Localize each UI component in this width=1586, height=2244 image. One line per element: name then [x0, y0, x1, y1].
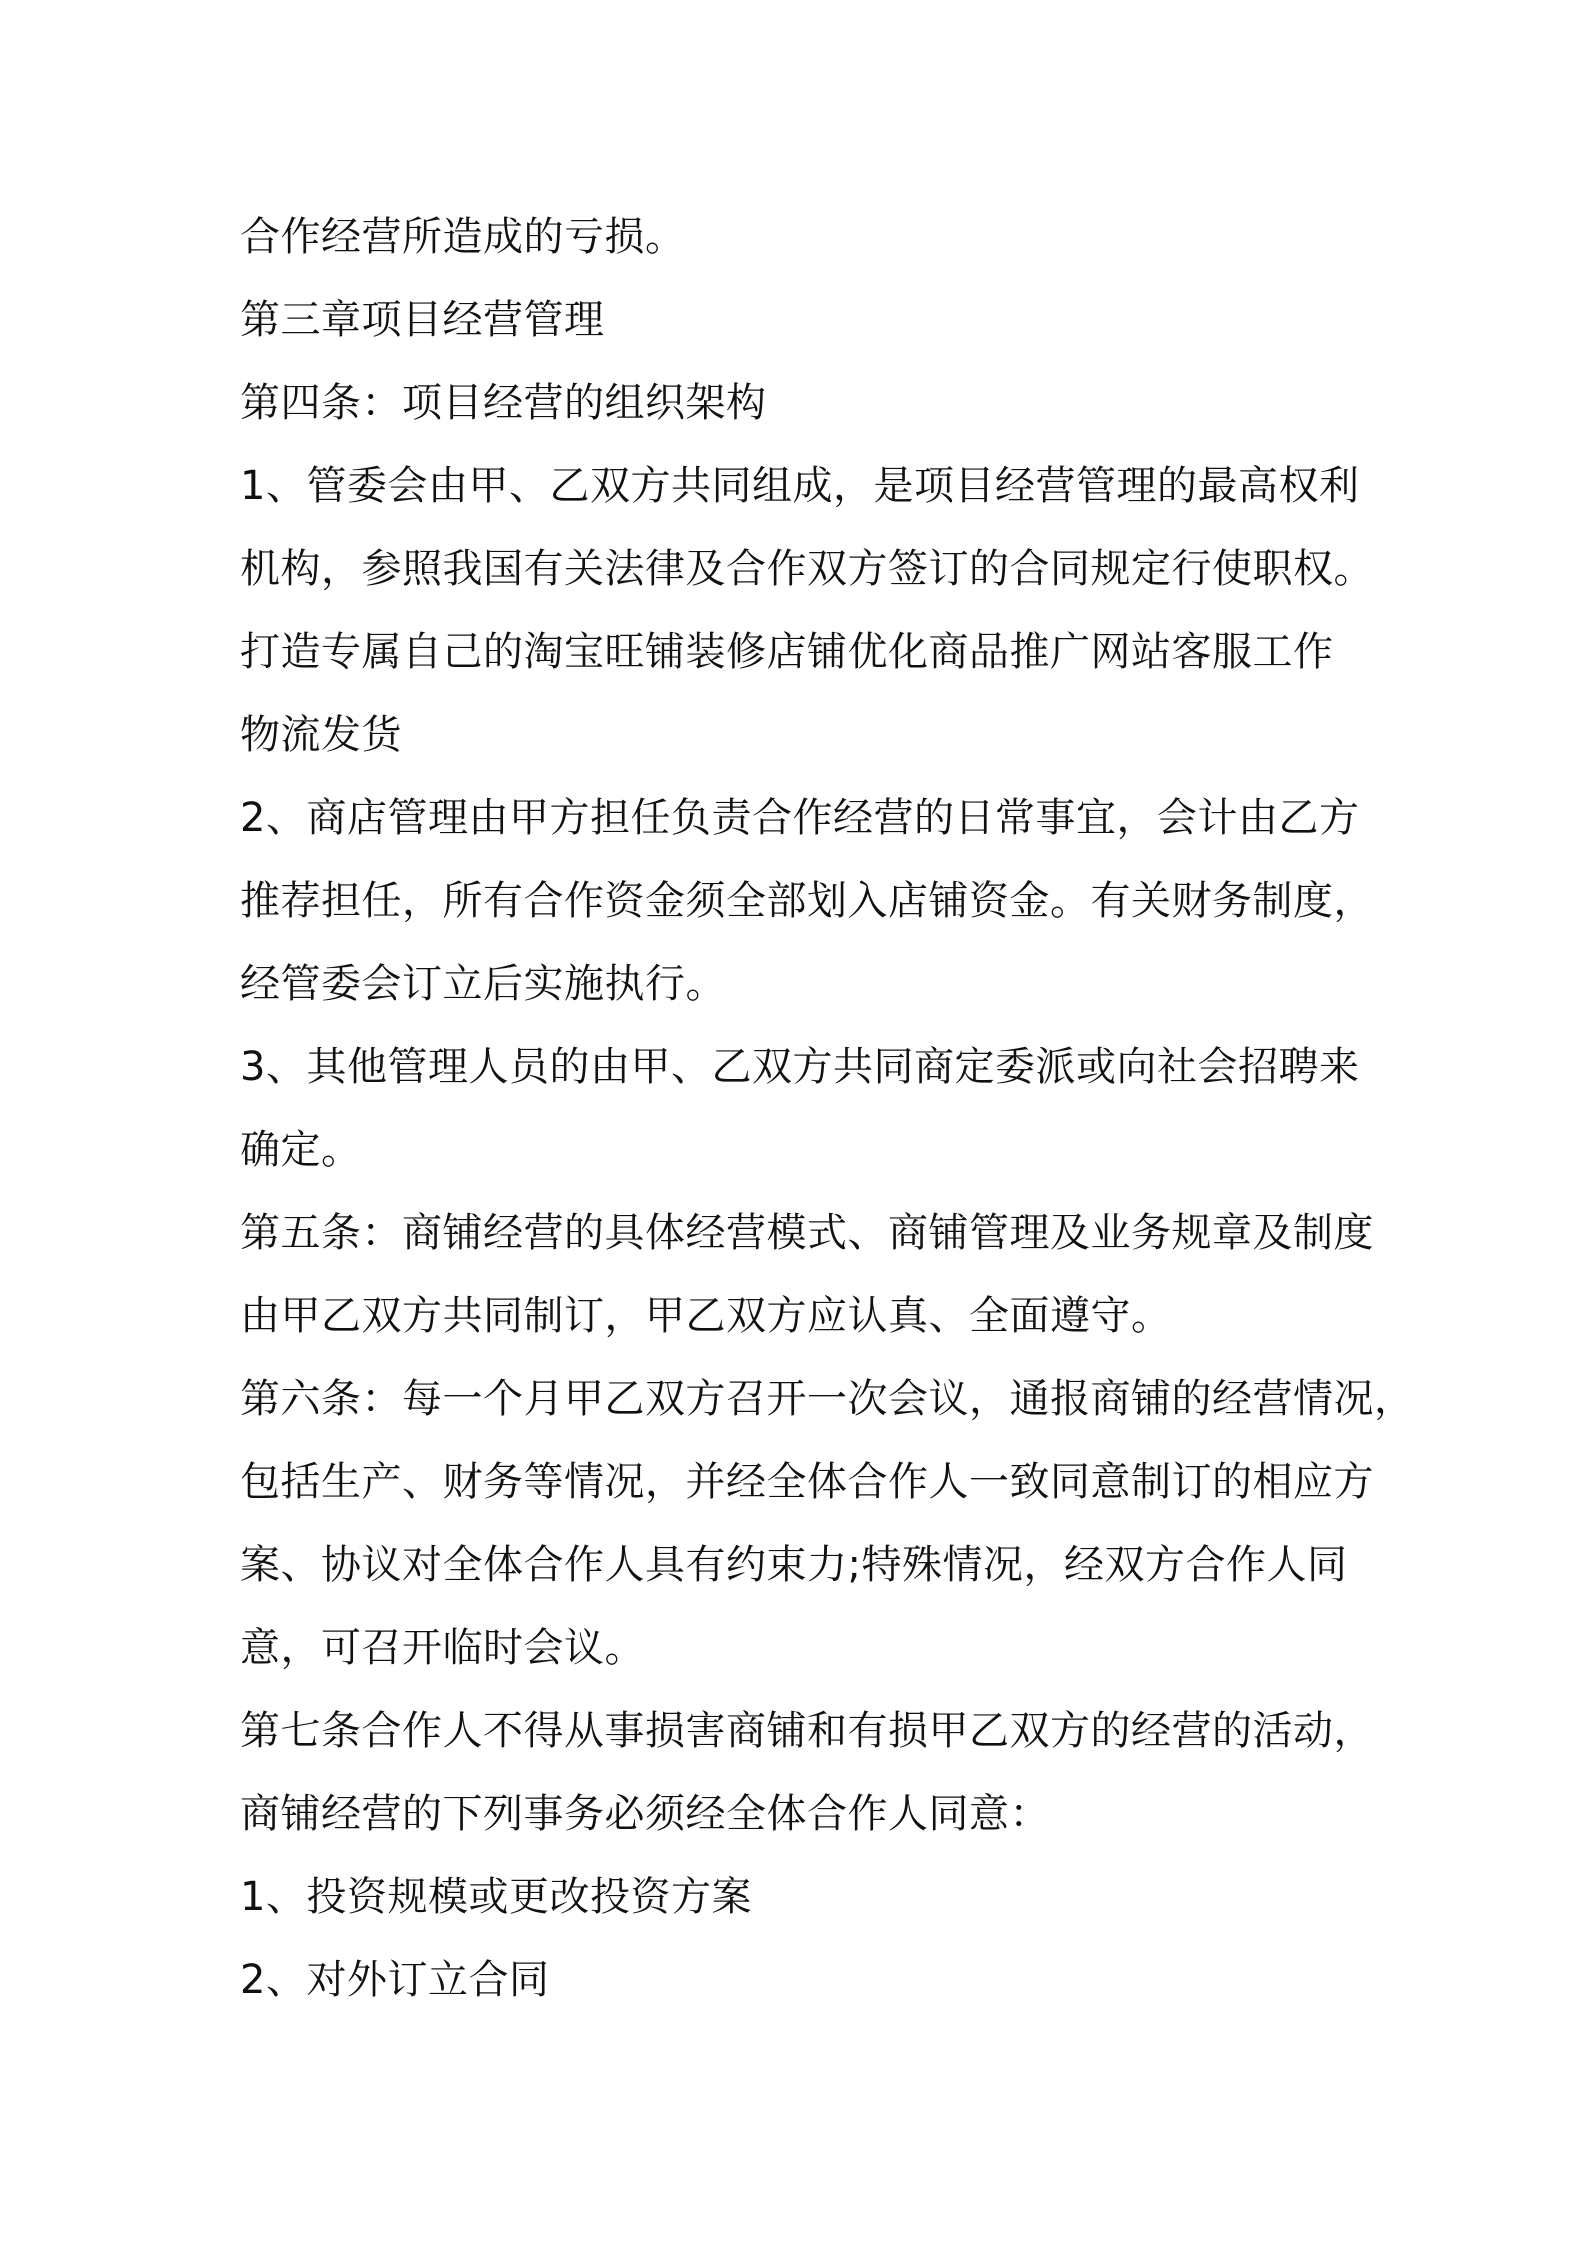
text-line: 推荐担任，所有合作资金须全部划入店铺资金。有关财务制度，: [240, 878, 1374, 924]
list-item: 2、对外订立合同: [240, 1957, 550, 2003]
text-line: 物流发货: [240, 712, 402, 758]
text-line: 由甲乙双方共同制订，甲乙双方应认真、全面遵守。: [240, 1293, 1172, 1339]
text-line: 机构，参照我国有关法律及合作双方签订的合同规定行使职权。: [240, 546, 1374, 592]
text-line: 意，可召开临时会议。: [240, 1625, 645, 1671]
text-line: 第五条：商铺经营的具体经营模式、商铺管理及业务规章及制度: [240, 1210, 1374, 1256]
text-line: 打造专属自己的淘宝旺铺装修店铺优化商品推广网站客服工作: [240, 629, 1334, 675]
text-line: 合作经营所造成的亏损。: [240, 214, 686, 260]
text-line: 经管委会订立后实施执行。: [240, 961, 726, 1007]
text-line: 案、协议对全体合作人具有约束力;特殊情况，经双方合作人同: [240, 1542, 1348, 1588]
text-line: 确定。: [240, 1127, 362, 1173]
text-line: 1、管委会由甲、乙双方共同组成，是项目经营管理的最高权利: [240, 463, 1360, 509]
list-item: 1、投资规模或更改投资方案: [240, 1874, 752, 1920]
article-heading: 第四条：项目经营的组织架构: [240, 380, 767, 426]
text-line: 商铺经营的下列事务必须经全体合作人同意：: [240, 1791, 1050, 1837]
text-line: 3、其他管理人员的由甲、乙双方共同商定委派或向社会招聘来: [240, 1044, 1360, 1090]
document-body: [240, 196, 1415, 2022]
text-line: 2、商店管理由甲方担任负责合作经营的日常事宜，会计由乙方: [240, 795, 1360, 841]
chapter-heading: 第三章项目经营管理: [240, 297, 605, 343]
text-line: 第六条：每一个月甲乙双方召开一次会议，通报商铺的经营情况，: [240, 1376, 1415, 1422]
text-line: 第七条合作人不得从事损害商铺和有损甲乙双方的经营的活动，: [240, 1708, 1374, 1754]
text-line: 包括生产、财务等情况，并经全体合作人一致同意制订的相应方: [240, 1459, 1374, 1505]
